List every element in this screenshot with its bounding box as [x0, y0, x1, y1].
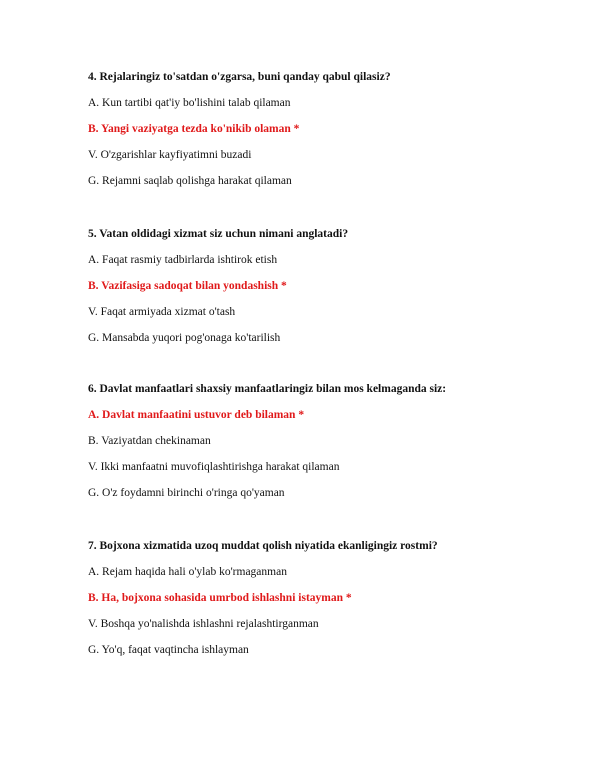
option-g: G. Rejamni saqlab qolishga harakat qilaman: [88, 175, 292, 187]
question-title: 7. Bojxona xizmatida uzoq muddat qolish niyatida ekanligingiz rostmi?: [88, 540, 438, 552]
option-b: B. Vaziyatdan chekinaman: [88, 435, 211, 447]
option-g: G. Yo'q, faqat vaqtincha ishlayman: [88, 644, 249, 656]
option-a: A. Faqat rasmiy tadbirlarda ishtirok etish: [88, 254, 278, 266]
option-g: G. O'z foydamni birinchi o'ringa qo'yaman: [88, 487, 285, 499]
question-4: [88, 70, 568, 187]
option-v: V. Ikki manfaatni muvofiqlashtirishga harakat qilaman: [88, 461, 340, 473]
option-a: A. Kun tartibi qat'iy bo'lishini talab qilaman: [88, 97, 291, 109]
option-g: G. Mansabda yuqori pog'onaga ko'tarilish: [88, 332, 281, 344]
option-v: V. Boshqa yo'nalishda ishlashni rejalashtirganman: [88, 618, 319, 630]
question-6: [88, 382, 568, 499]
option-v: V. O'zgarishlar kayfiyatimni buzadi: [88, 149, 252, 161]
option-a: A. Rejam haqida hali o'ylab ko'rmaganman: [88, 566, 287, 578]
option-a-correct: A. Davlat manfaatini ustuvor deb bilaman *: [88, 409, 305, 421]
option-b-correct: B. Vazifasiga sadoqat bilan yondashish *: [88, 280, 287, 292]
question-title: 5. Vatan oldidagi xizmat siz uchun nimani anglatadi?: [88, 228, 349, 240]
option-v: V. Faqat armiyada xizmat o'tash: [88, 306, 236, 318]
question-7: [88, 539, 568, 656]
option-b-correct: B. Ha, bojxona sohasida umrbod ishlashni istayman *: [88, 592, 352, 604]
question-5: [88, 227, 568, 344]
question-title: 6. Davlat manfaatlari shaxsiy manfaatlaringiz bilan mos kelmaganda siz:: [88, 383, 447, 395]
question-title: 4. Rejalaringiz to'satdan o'zgarsa, buni qanday qabul qilasiz?: [88, 71, 391, 83]
option-b-correct: B. Yangi vaziyatga tezda ko'nikib olaman *: [88, 123, 300, 135]
